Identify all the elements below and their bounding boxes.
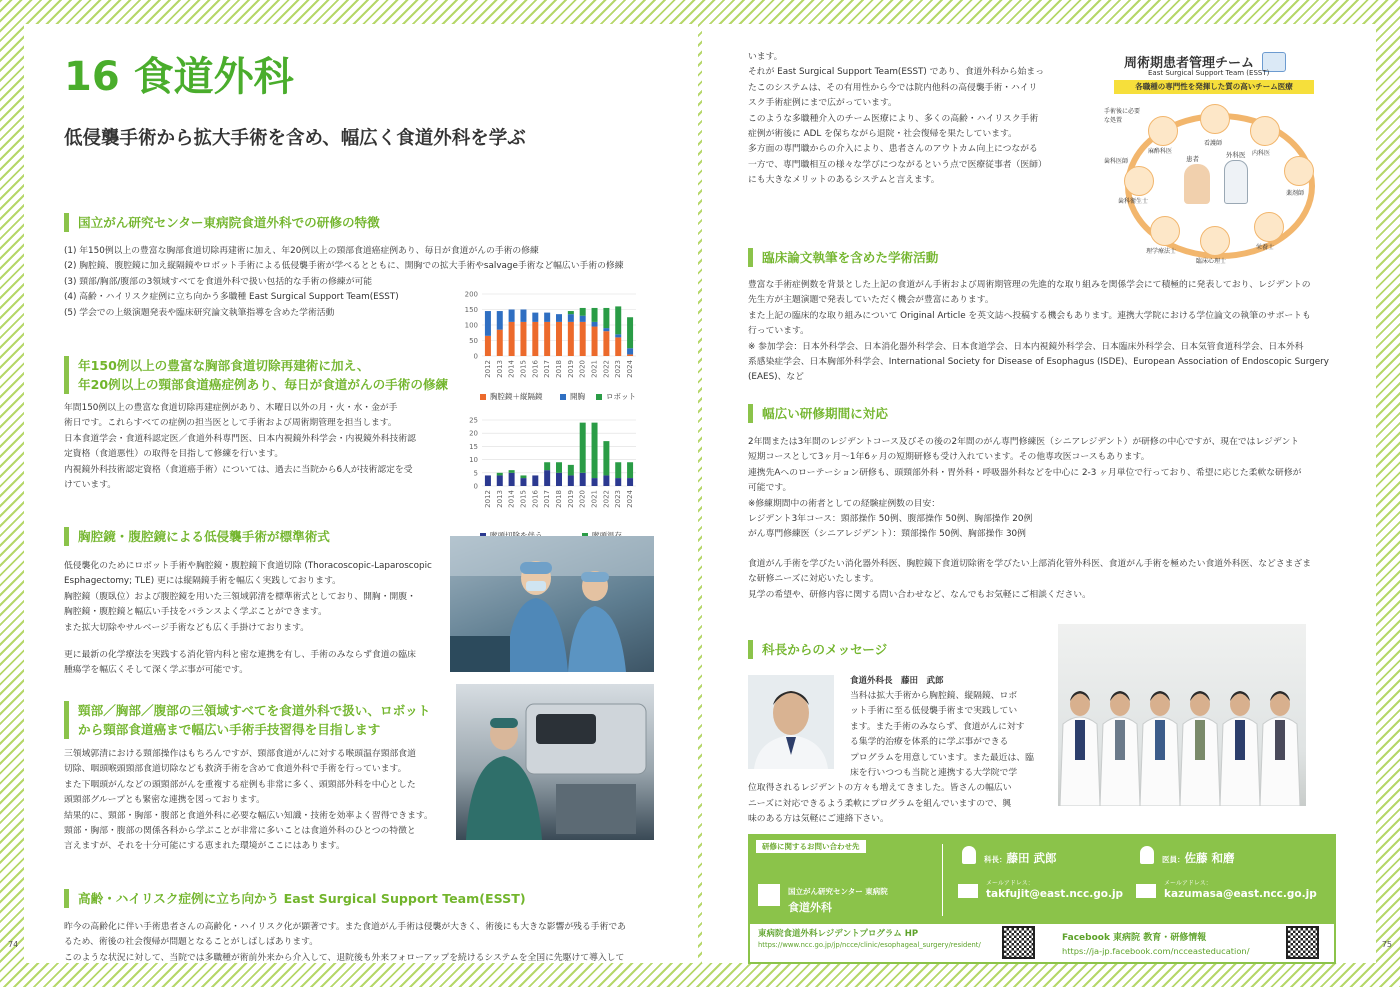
bar (485, 311, 491, 336)
bar (556, 473, 562, 486)
y-tick-label: 200 (464, 290, 478, 299)
list-item: (3) 頸部/胸部/腹部の3領域すべてを食道外科で扱い包括的な手術の修練が可能 (64, 276, 373, 287)
node-label: 内科医 (1252, 150, 1271, 157)
y-tick-label: 15 (469, 442, 478, 451)
bar (544, 462, 550, 470)
x-tick-label: 2022 (602, 490, 611, 508)
page-number: 75 (1381, 940, 1392, 949)
bar (592, 478, 598, 486)
photo-robot-surgery (456, 684, 654, 840)
bar (509, 473, 515, 486)
legend-swatch (596, 394, 602, 400)
surgeons-illustration (450, 536, 654, 672)
org-name: 国立がん研究センター 東病院 (788, 887, 888, 896)
section-body: 三領域郭清における頸部操作はもちろんですが、頸部食道がんに対する喉頭温存頸部食道 切除、咽頭喉頭頸部食道切除なども救済手術を含めて食道外科で手術を行っています。 また下咽頭がんなどの頭頸部がんを重複する症例も非常に多く、頭頸部外科を中心とした 頭頸部グループとも緊密な連携を図っております。 結果的に、頸部・胸部・腹部と食道外科に必要な幅広い知識・技術を効率よく習得できます。 頸部・胸部・腹部の関係各科から学ぶことが非常に多いことは食道外科のひとつの特徴と 言えますが、それを十分可能にする恵まれた環境がここにはあります。 (64, 749, 433, 852)
person-icon (1140, 846, 1154, 864)
bar (520, 322, 526, 356)
legend-item: ロボット (596, 392, 636, 401)
bar (544, 322, 550, 356)
mail-icon (958, 884, 978, 898)
section-body: 2年間または3年間のレジデントコース及びその後の2年間のがん専門修練医（シニアレジデント）が研修の中心ですが、現在ではレジデント 短期コースとして3ヶ月〜1年6ヶ月の短期研修も受け入れています。その他専攻医コースもあります。 連携先Aへのローテーション研修も、頭頸部外科・胃外科・呼吸器外科などを中心に 2-3 ヶ月単位で行っており、希望に応じた柔軟な研修が 可能です。 ※修練期間中の術者としての経験症例数の目安： レジデント3年コース：頸部操作 50例、腹部操作 50例、胸部操作 20例 がん専門修練医（シニアレジデント）：頸部操作 50例、胸部操作 30例 食道がん手術を学びたい消化器外科医、胸腔鏡下食道切除術を学びたい上部消化管外科医、食道がん手術を極めたい食道外科医、などさまざま な研修ニーズに対応いたします。 見学の希望や、研修内容に関する問い合わせなど、なんでもお気軽にご相談ください。 (748, 437, 1312, 600)
bar (580, 423, 586, 473)
member-icon (1200, 226, 1230, 256)
bar (556, 322, 562, 356)
y-tick-label: 10 (469, 456, 478, 465)
bar (532, 322, 538, 356)
bar (615, 334, 621, 337)
bar (497, 473, 503, 476)
bar (580, 322, 586, 356)
bar (627, 348, 633, 354)
qr-code-icon (1286, 926, 1319, 959)
bar (627, 354, 633, 356)
node-label: 患者 (1186, 155, 1199, 163)
bar-chart (452, 414, 642, 522)
node-label: 歯科衛生士 (1118, 198, 1149, 205)
x-tick-label: 2021 (590, 360, 599, 378)
diagram-subtitle: East Surgical Support Team (ESST) (1148, 69, 1270, 77)
doctor-shirt (1235, 720, 1245, 760)
contact-person: 医員：佐藤 和磨 (1162, 851, 1235, 865)
bar (592, 322, 598, 327)
section-heading: 臨床論文執筆を含めた学術活動 (748, 248, 938, 267)
node-label: 栄養士 (1256, 244, 1275, 251)
doctor-shirt (1115, 720, 1125, 760)
legend-item: 胸腔鏡＋縦隔鏡 (480, 392, 543, 401)
x-tick-label: 2022 (602, 360, 611, 378)
node-label: 看護師 (1204, 140, 1223, 147)
x-tick-label: 2013 (495, 490, 504, 508)
bar (615, 462, 621, 478)
node-label: 麻酔科医 (1148, 148, 1173, 155)
member-icon (1124, 166, 1154, 196)
section-body: 低侵襲化のためにロボット手術や胸腔鏡・腹腔鏡下食道切除 (Thoracoscopic-Laparoscopic Esphagectomy; TLE) 更には縦隔鏡手術を幅広く実践しております。 胸腔鏡（腹臥位）および腹腔鏡を用いた三領域郭清を標準術式としており、開胸・開腹・ 胸腔鏡・腹腔鏡と幅広い手技をバランスよく学ぶことができます。 また拡大切除やサルベージ手術なども広く手掛けております。 更に最新の化学療法を実践する消化管内科と密な連携を有し、手術のみならず食道の臨床 腫瘍学を幅広くそして深く学ぶ事が可能です。 (64, 561, 432, 676)
bar (520, 310, 526, 322)
divider (942, 844, 943, 916)
chart-cervical-cases (452, 414, 642, 542)
photo-surgeons (450, 536, 654, 672)
x-tick-label: 2024 (626, 490, 635, 508)
chapter-name: 食道外科 (133, 54, 294, 100)
bar (592, 423, 598, 478)
doctor-shirt (1155, 720, 1165, 760)
bar (615, 337, 621, 356)
y-tick-label: 25 (469, 416, 478, 425)
contact-email[interactable]: kazumasa@east.ncc.go.jp (1164, 888, 1317, 900)
section-heading: 頸部／胸部／腹部の三領域すべてを食道外科で扱い、ロボット から頸部食道癌まで幅広い手術手技習得を目指します (64, 701, 430, 739)
x-tick-label: 2014 (507, 490, 516, 508)
chart-surgery-counts (452, 288, 642, 404)
patient-figure (1184, 164, 1210, 204)
links-box (748, 922, 1336, 964)
x-tick-label: 2019 (566, 490, 575, 508)
legend-swatch (560, 394, 566, 400)
list-item: (4) 高齢・ハイリスク症例に立ち向かう多職種 East Surgical Support Team(ESST) (64, 292, 399, 303)
fb-link[interactable]: https://ja-jp.facebook.com/ncceasteducation/ (1062, 946, 1250, 956)
right-page (702, 24, 1392, 963)
y-tick-label: 0 (473, 482, 478, 491)
bar (592, 308, 598, 322)
robot-illustration (456, 684, 654, 840)
hp-link[interactable]: https://www.ncc.go.jp/jp/ncce/clinic/esophageal_surgery/resident/ (758, 941, 981, 949)
node-label: 薬剤師 (1286, 190, 1305, 197)
bar (497, 311, 503, 330)
y-tick-label: 150 (464, 306, 478, 314)
x-tick-label: 2013 (495, 360, 504, 378)
diagram-band: 各職種の専門性を発揮した質の高いチーム医療 (1114, 80, 1314, 94)
bar-chart (452, 288, 642, 386)
team-illustration (1058, 624, 1306, 806)
chapter-title (64, 54, 294, 100)
mail-label: メールアドレス： (1164, 880, 1212, 887)
bar (556, 314, 562, 322)
photo-team (1058, 624, 1306, 806)
surgeon-figure (1224, 160, 1248, 204)
section-heading: 胸腔鏡・腹腔鏡による低侵襲手術が標準術式 (64, 527, 330, 546)
x-tick-label: 2024 (626, 360, 635, 378)
hp-title: 東病院食道外科レジデントプログラム HP (758, 929, 919, 939)
bar (627, 317, 633, 348)
y-tick-label: 20 (469, 429, 478, 438)
bar (603, 308, 609, 328)
x-tick-label: 2019 (566, 360, 575, 378)
x-tick-label: 2014 (507, 360, 516, 378)
legend-swatch (480, 394, 486, 400)
bar (532, 313, 538, 322)
member-icon (1150, 216, 1180, 246)
member-icon (1200, 104, 1230, 134)
member-icon (1254, 212, 1284, 242)
x-tick-label: 2012 (483, 490, 492, 508)
bar (485, 475, 491, 486)
legend-item: 開胸 (560, 392, 585, 401)
bar (485, 336, 491, 356)
qr-code-icon (1002, 926, 1035, 959)
bar (520, 475, 526, 478)
bar (592, 327, 598, 356)
x-tick-label: 2018 (555, 360, 563, 378)
mail-icon (1136, 884, 1156, 898)
bar (544, 313, 550, 322)
bar (532, 475, 538, 486)
bar (568, 465, 574, 476)
bar (603, 331, 609, 356)
contact-box (748, 834, 1336, 922)
x-tick-label: 2016 (531, 360, 540, 378)
y-tick-label: 50 (469, 337, 478, 345)
list-item: (2) 胸腔鏡、腹腔鏡に加え縦隔鏡やロボット手術による低侵襲手術が学べるとともに、開胸での拡大手術やsalvage手術など幅広い手術の修練 (64, 261, 624, 272)
y-tick-label: 5 (473, 469, 478, 478)
section-body: 昨今の高齢化に伴い手術患者さんの高齢化・ハイリスク化が顕著です。また食道がん手術は侵襲が大きく、術後にも大きな影響が残る手術であ るため、術後の社会復帰が問題となることがしばしばあります。 このような状況に対して、当院では多職種が術前外来から介入して、退院後も外来フォローアップを続けるシステムを全国に先駆けて導入して (64, 922, 626, 963)
page-subtitle: 低侵襲手術から拡大手術を含め、幅広く食道外科を学ぶ (64, 128, 526, 149)
x-tick-label: 2015 (519, 490, 528, 508)
bar (520, 478, 526, 486)
node-label: 手術後に必要な処置 (1104, 108, 1141, 124)
bar (556, 462, 562, 473)
x-tick-label: 2023 (614, 360, 623, 378)
x-tick-label: 2023 (614, 490, 623, 508)
x-tick-label: 2012 (483, 360, 492, 378)
bar (627, 462, 633, 478)
section-body: 年間150例以上の豊富な食道切除再建症例があり、木曜日以外の月・火・水・金が手 術日です。これらすべての症例の担当医として手術および周術期管理を担当します。 日本食道学会・食道科認定医／食道外科専門医、日本内視鏡外科学会・内視鏡外科技術認 定資格（食道悪性）の取得を目指して修練を行います。 内視鏡外科技術認定資格（食道癌手術）については、過去に当院から6人が技術認定を受 けています。 (64, 403, 416, 491)
member-icon (1250, 116, 1280, 146)
building-icon (758, 884, 780, 906)
contact-person: 科長：藤田 武郎 (984, 851, 1057, 865)
bar (497, 330, 503, 356)
x-tick-label: 2020 (578, 360, 587, 378)
bar (615, 478, 621, 486)
node-label: 臨床心理士 (1196, 258, 1227, 265)
bar (497, 475, 503, 486)
bar (603, 475, 609, 486)
chapter-number: 16 (64, 54, 120, 100)
bar (580, 473, 586, 486)
member-icon (1148, 116, 1178, 146)
mail-label: メールアドレス： (986, 880, 1034, 887)
section-heading: 科長からのメッセージ (748, 640, 887, 659)
node-label: 理学療法士 (1146, 248, 1177, 255)
bar (568, 311, 574, 314)
bar (580, 316, 586, 322)
member-icon (1284, 156, 1314, 186)
bar (615, 306, 621, 334)
fb-title: Facebook 東病院 教育・研修情報 (1062, 933, 1207, 943)
list-item: (1) 年150例以上の豊富な胸部食道切除再建術に加え、年20例以上の頸部食道癌症例あり、毎日が食道がんの手術の修練 (64, 246, 539, 256)
x-tick-label: 2015 (519, 360, 528, 378)
bar (568, 322, 574, 356)
doctor-shirt (1275, 720, 1285, 760)
node-label: 外科医 (1226, 151, 1246, 159)
contact-tag: 研修に関するお問い合わせ先 (756, 840, 866, 853)
list-item: (5) 学会での上級演題発表や臨床研究論文執筆指導を含めた学術活動 (64, 307, 335, 318)
bar (580, 308, 586, 316)
bar (603, 328, 609, 331)
person-icon (962, 846, 976, 864)
section-heading: 幅広い研修期間に対応 (748, 404, 888, 423)
x-tick-label: 2020 (578, 490, 587, 508)
x-tick-label: 2018 (555, 490, 563, 508)
chief-name: 食道外科長 藤田 武郎 (850, 676, 944, 686)
x-tick-label: 2021 (590, 490, 599, 508)
esst-team-diagram (1100, 46, 1334, 274)
section-heading: 年150例以上の豊富な胸部食道切除再建術に加え、 年20例以上の頸部食道癌症例あり、毎日が食道がんの手術の修練 (64, 356, 448, 394)
esst-continued-text: います。 それが East Surgical Support Team(ESST) であり、食道外科から始まっ たこのシステムは、その有用性から今では院内他科の高侵襲手術・ハイリ スク手術症例にまで広がっています。 このような多職種介入のチーム医療により、多くの高齢・ハイリスク手術 症例が術後に ADL を保ちながら退院・社会復帰を果たしています。 多方面の専門職からの介入により、患者さんのアウトカム向上につながる 一方で、専門職相互の様々な学びにつながるという点で医療従事者（医師） にも大きなメリットのあるシステムと言えます。 (748, 52, 1047, 186)
doctor-shirt (1195, 720, 1205, 760)
contact-email[interactable]: takfujit@east.ncc.go.jp (986, 888, 1124, 900)
bar (568, 314, 574, 322)
bar (544, 470, 550, 486)
x-tick-label: 2016 (531, 490, 540, 508)
y-tick-label: 100 (464, 321, 478, 330)
left-page (8, 24, 698, 963)
section-body: 豊富な手術症例数を背景とした上記の食道がん手術および周術期管理の先進的な取り組みを関係学会にて積極的に発表しており、レジデントの 先生方が主題演題で発表していただく機会が豊富にあります。 また上記の臨床的な取り組みについて Original Article を英文誌へ投稿する機会もあります。連携大学院における学位論文の執筆のサポートも 行っています。 ※ 参加学会：日本外科学会、日本消化器外科学会、日本食道学会、日本内視鏡外科学会、日本臨床外科学会、日本気管食道科学会、日本外科 系感染症学会、日本胸部外科学会、International Society for Disease of Esophagus (ISDE)、European Association of Endoscopic Surgery (EAES)、など (748, 280, 1330, 383)
bar (627, 478, 633, 486)
bar (603, 441, 609, 475)
diagram-title: 周術期患者管理チーム (1124, 56, 1255, 71)
bar (568, 475, 574, 486)
y-tick-label: 0 (473, 352, 478, 361)
section-heading: 高齢・ハイリスク症例に立ち向かう East Surgical Support Team(ESST) (64, 889, 526, 908)
x-tick-label: 2017 (543, 360, 552, 378)
section-heading: 国立がん研究センター東病院食道外科での研修の特徴 (64, 213, 380, 232)
x-tick-label: 2017 (543, 490, 552, 508)
dept-name: 食道外科 (788, 901, 832, 914)
bar (509, 310, 515, 322)
bar (509, 322, 515, 356)
doctor-shirt (1075, 720, 1085, 760)
node-label: 歯科医師 (1104, 158, 1129, 165)
chief-message: 当科は拡大手術から胸腔鏡、縦隔鏡、ロボ ット手術に至る低侵襲手術まで実践してい ます。また手術のみならず、食道がんに対す る集学的治療を体系的に学ぶ事ができる プログラムを用意しています。また最近は、臨 床を行いつつも当院と連携する大学院で学 位取得されるレジデントの方々も増えてきました。皆さんの幅広い ニーズに対応できるよう柔軟にプログラムを組んでいますので、興 味のある方は気軽にご連絡下さい。 (748, 691, 1034, 825)
bar (509, 470, 515, 473)
page-number: 74 (8, 940, 19, 949)
